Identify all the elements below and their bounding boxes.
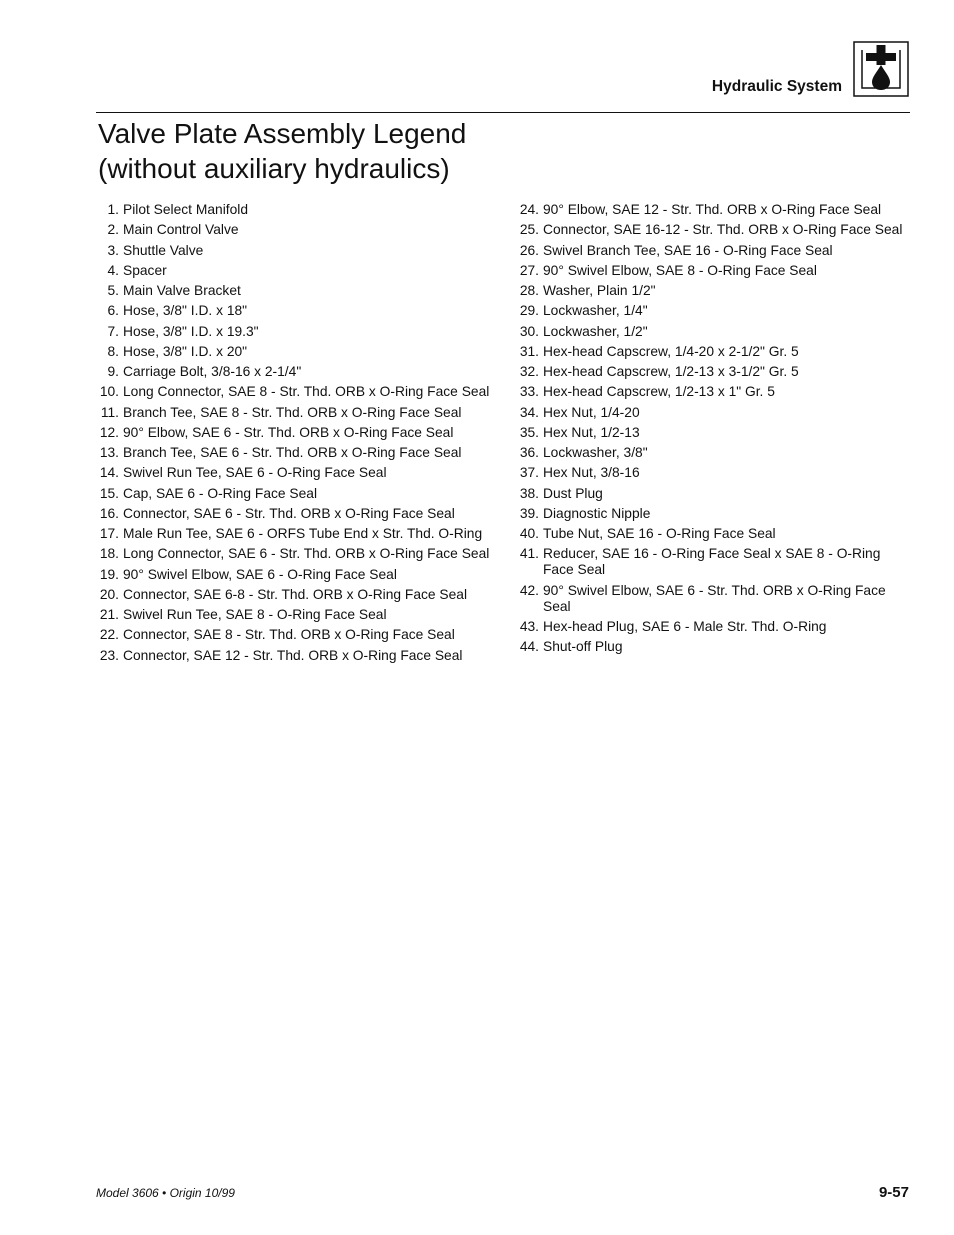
legend-item-number: 20. <box>99 586 119 602</box>
legend-item <box>516 486 916 502</box>
legend-item <box>516 546 916 578</box>
legend-item-text: Swivel Run Tee, SAE 6 - O-Ring Face Seal <box>123 465 387 481</box>
legend-item-number: 41. <box>519 546 539 562</box>
legend-item-number: 12. <box>99 424 119 440</box>
legend-item <box>96 303 506 319</box>
page-title-line-2: (without auxiliary hydraulics) <box>98 153 450 184</box>
page-title-line-1: Valve Plate Assembly Legend <box>98 118 467 149</box>
legend-item-number: 43. <box>519 618 539 634</box>
legend-item-number: 36. <box>519 445 539 460</box>
legend-item-number: 17. <box>99 526 119 541</box>
legend-item-text: Tube Nut, SAE 16 - O-Ring Face Seal <box>543 526 776 541</box>
legend-column-right <box>516 202 916 659</box>
legend-item <box>516 583 916 615</box>
legend-item-text: Spacer <box>123 262 167 278</box>
legend-item-text: Hex Nut, 1/4-20 <box>543 404 640 420</box>
legend-item-number: 1. <box>107 202 119 217</box>
legend-item <box>96 425 506 441</box>
legend-item-text: Connector, SAE 6 - Str. Thd. ORB x O-Ring Face Seal <box>123 505 455 521</box>
legend-item-text: Hex-head Plug, SAE 6 - Male Str. Thd. O-Ring <box>543 618 827 634</box>
legend-item <box>516 303 916 319</box>
legend-item-text: Hex Nut, 3/8-16 <box>543 465 640 481</box>
legend-item-number: 6. <box>107 303 119 319</box>
legend-item-text: Long Connector, SAE 6 - Str. Thd. ORB x O-Ring Face Seal <box>123 546 490 562</box>
legend-item-number: 39. <box>519 505 539 521</box>
legend-item-number: 30. <box>519 323 539 339</box>
legend-item <box>516 465 916 481</box>
legend-item-number: 32. <box>519 364 539 379</box>
legend-item-text: Lockwasher, 3/8" <box>543 445 648 460</box>
legend-item-number: 14. <box>99 465 119 481</box>
legend-item-text: Diagnostic Nipple <box>543 505 651 521</box>
legend-item <box>516 202 916 218</box>
legend-item-number: 4. <box>107 262 119 278</box>
legend-column-left <box>96 202 506 668</box>
legend-item <box>516 222 916 238</box>
legend-item-number: 38. <box>519 485 539 501</box>
legend-item-number: 9. <box>107 364 119 379</box>
legend-item-text: Hex-head Capscrew, 1/4-20 x 2-1/2" Gr. 5 <box>543 343 799 359</box>
legend-item-number: 10. <box>99 384 119 400</box>
legend-item-number: 11. <box>100 404 119 420</box>
legend-item-text: Hex-head Capscrew, 1/2-13 x 1" Gr. 5 <box>543 384 775 400</box>
legend-item-text: Hex-head Capscrew, 1/2-13 x 3-1/2" Gr. 5 <box>543 364 799 379</box>
legend-item <box>516 639 916 655</box>
legend-item <box>516 405 916 421</box>
legend-item-text: Lockwasher, 1/4" <box>543 303 648 319</box>
legend-item <box>96 648 506 664</box>
page-number: 9-57 <box>878 1184 909 1201</box>
legend-item-text: 90° Swivel Elbow, SAE 6 - O-Ring Face Seal <box>123 566 397 582</box>
legend-item-number: 44. <box>519 639 539 654</box>
legend-item <box>516 344 916 360</box>
legend-item-number: 25. <box>519 222 539 238</box>
legend-item <box>96 445 506 461</box>
legend-item <box>516 445 916 461</box>
legend-item-text: Connector, SAE 16-12 - Str. Thd. ORB x O-Ring Face Seal <box>543 222 903 238</box>
legend-item-text: Reducer, SAE 16 - O-Ring Face Seal x SAE 8 - O-Ring Face Seal <box>543 546 881 578</box>
legend-item-text: Washer, Plain 1/2" <box>543 283 656 298</box>
legend-item <box>516 425 916 441</box>
legend-item <box>96 607 506 623</box>
legend-item-text: Hex Nut, 1/2-13 <box>543 424 640 440</box>
legend-item <box>96 283 506 299</box>
legend-item <box>96 567 506 583</box>
legend-item-number: 7. <box>107 323 119 339</box>
legend-item-number: 37. <box>519 465 539 481</box>
legend-item <box>96 506 506 522</box>
legend-item-number: 2. <box>107 222 119 238</box>
legend-item <box>516 324 916 340</box>
legend-item <box>96 546 506 562</box>
legend-item-number: 40. <box>519 526 539 541</box>
legend-item <box>516 283 916 299</box>
legend-item-text: Swivel Run Tee, SAE 8 - O-Ring Face Seal <box>123 607 387 622</box>
legend-item-text: 90° Swivel Elbow, SAE 6 - Str. Thd. ORB x O-Ring Face Seal <box>543 582 886 614</box>
legend-item <box>96 587 506 603</box>
legend-item <box>516 243 916 259</box>
hydraulic-oil-drop-icon <box>853 41 909 97</box>
legend-item-number: 31. <box>519 343 539 359</box>
legend-item <box>96 324 506 340</box>
legend-item-text: 90° Elbow, SAE 6 - Str. Thd. ORB x O-Ring Face Seal <box>123 424 454 440</box>
legend-item-number: 35. <box>519 424 539 440</box>
legend-item-text: Shuttle Valve <box>123 242 204 258</box>
legend-item <box>516 506 916 522</box>
legend-item-number: 28. <box>519 283 539 298</box>
legend-item-number: 13. <box>99 445 119 460</box>
legend-item-text: Branch Tee, SAE 6 - Str. Thd. ORB x O-Ring Face Seal <box>123 445 462 460</box>
legend-item <box>516 384 916 400</box>
legend-item <box>96 364 506 380</box>
legend-item-number: 5. <box>107 283 119 298</box>
legend-item-number: 8. <box>107 343 119 359</box>
legend-item <box>96 526 506 542</box>
header-rule <box>96 112 910 113</box>
legend-item <box>96 222 506 238</box>
legend-item <box>96 627 506 643</box>
legend-item <box>516 526 916 542</box>
section-title: Hydraulic System <box>711 78 842 95</box>
legend-item-text: Shut-off Plug <box>543 639 623 654</box>
legend-item <box>516 263 916 279</box>
legend-item-text: Main Control Valve <box>123 222 239 238</box>
legend-item-number: 21. <box>99 607 119 622</box>
legend-item <box>96 465 506 481</box>
legend-item <box>96 263 506 279</box>
legend-item-number: 3. <box>107 242 119 258</box>
legend-item-text: Male Run Tee, SAE 6 - ORFS Tube End x Str. Thd. O-Ring <box>123 526 483 541</box>
legend-item-text: Main Valve Bracket <box>123 283 241 298</box>
legend-item <box>516 619 916 635</box>
legend-item-text: Long Connector, SAE 8 - Str. Thd. ORB x O-Ring Face Seal <box>123 384 490 400</box>
legend-item-number: 19. <box>99 566 119 582</box>
legend-item-text: Cap, SAE 6 - O-Ring Face Seal <box>123 485 318 501</box>
legend-item-number: 15. <box>99 485 119 501</box>
footer-model-info: Model 3606 • Origin 10/99 <box>96 1186 235 1200</box>
legend-item-number: 16. <box>99 505 119 521</box>
legend-item-text: Pilot Select Manifold <box>123 202 249 217</box>
legend-item-text: Carriage Bolt, 3/8-16 x 2-1/4" <box>123 364 302 379</box>
legend-item <box>96 344 506 360</box>
legend-item-text: Hose, 3/8" I.D. x 20" <box>123 343 248 359</box>
legend-item-number: 34. <box>519 404 539 420</box>
legend-item-text: Connector, SAE 12 - Str. Thd. ORB x O-Ring Face Seal <box>123 647 463 663</box>
legend-item-number: 18. <box>99 546 119 562</box>
legend-item-text: Hose, 3/8" I.D. x 19.3" <box>123 323 259 339</box>
legend-item <box>96 202 506 218</box>
legend-item-text: 90° Swivel Elbow, SAE 8 - O-Ring Face Seal <box>543 262 817 278</box>
legend-item <box>516 364 916 380</box>
legend-item-number: 42. <box>519 582 539 598</box>
legend-item-text: Dust Plug <box>543 485 603 501</box>
legend-item-number: 26. <box>519 242 539 258</box>
legend-item-number: 22. <box>99 627 119 643</box>
legend-item-text: Lockwasher, 1/2" <box>543 323 648 339</box>
legend-item <box>96 405 506 421</box>
legend-item-text: Connector, SAE 6-8 - Str. Thd. ORB x O-Ring Face Seal <box>123 586 468 602</box>
legend-item-text: Connector, SAE 8 - Str. Thd. ORB x O-Ring Face Seal <box>123 627 455 643</box>
legend-item <box>96 486 506 502</box>
legend-item-text: Hose, 3/8" I.D. x 18" <box>123 303 248 319</box>
legend-item-number: 27. <box>519 262 539 278</box>
legend-item-text: Branch Tee, SAE 8 - Str. Thd. ORB x O-Ring Face Seal <box>123 404 462 420</box>
legend-item-number: 24. <box>519 202 539 217</box>
legend-item-number: 23. <box>99 647 119 663</box>
legend-item <box>96 384 506 400</box>
page-title <box>98 116 518 186</box>
legend-item-text: Swivel Branch Tee, SAE 16 - O-Ring Face Seal <box>543 242 833 258</box>
legend-item-number: 29. <box>519 303 539 319</box>
legend-item <box>96 243 506 259</box>
legend-item-text: 90° Elbow, SAE 12 - Str. Thd. ORB x O-Ring Face Seal <box>543 202 882 217</box>
legend-item-number: 33. <box>519 384 539 400</box>
